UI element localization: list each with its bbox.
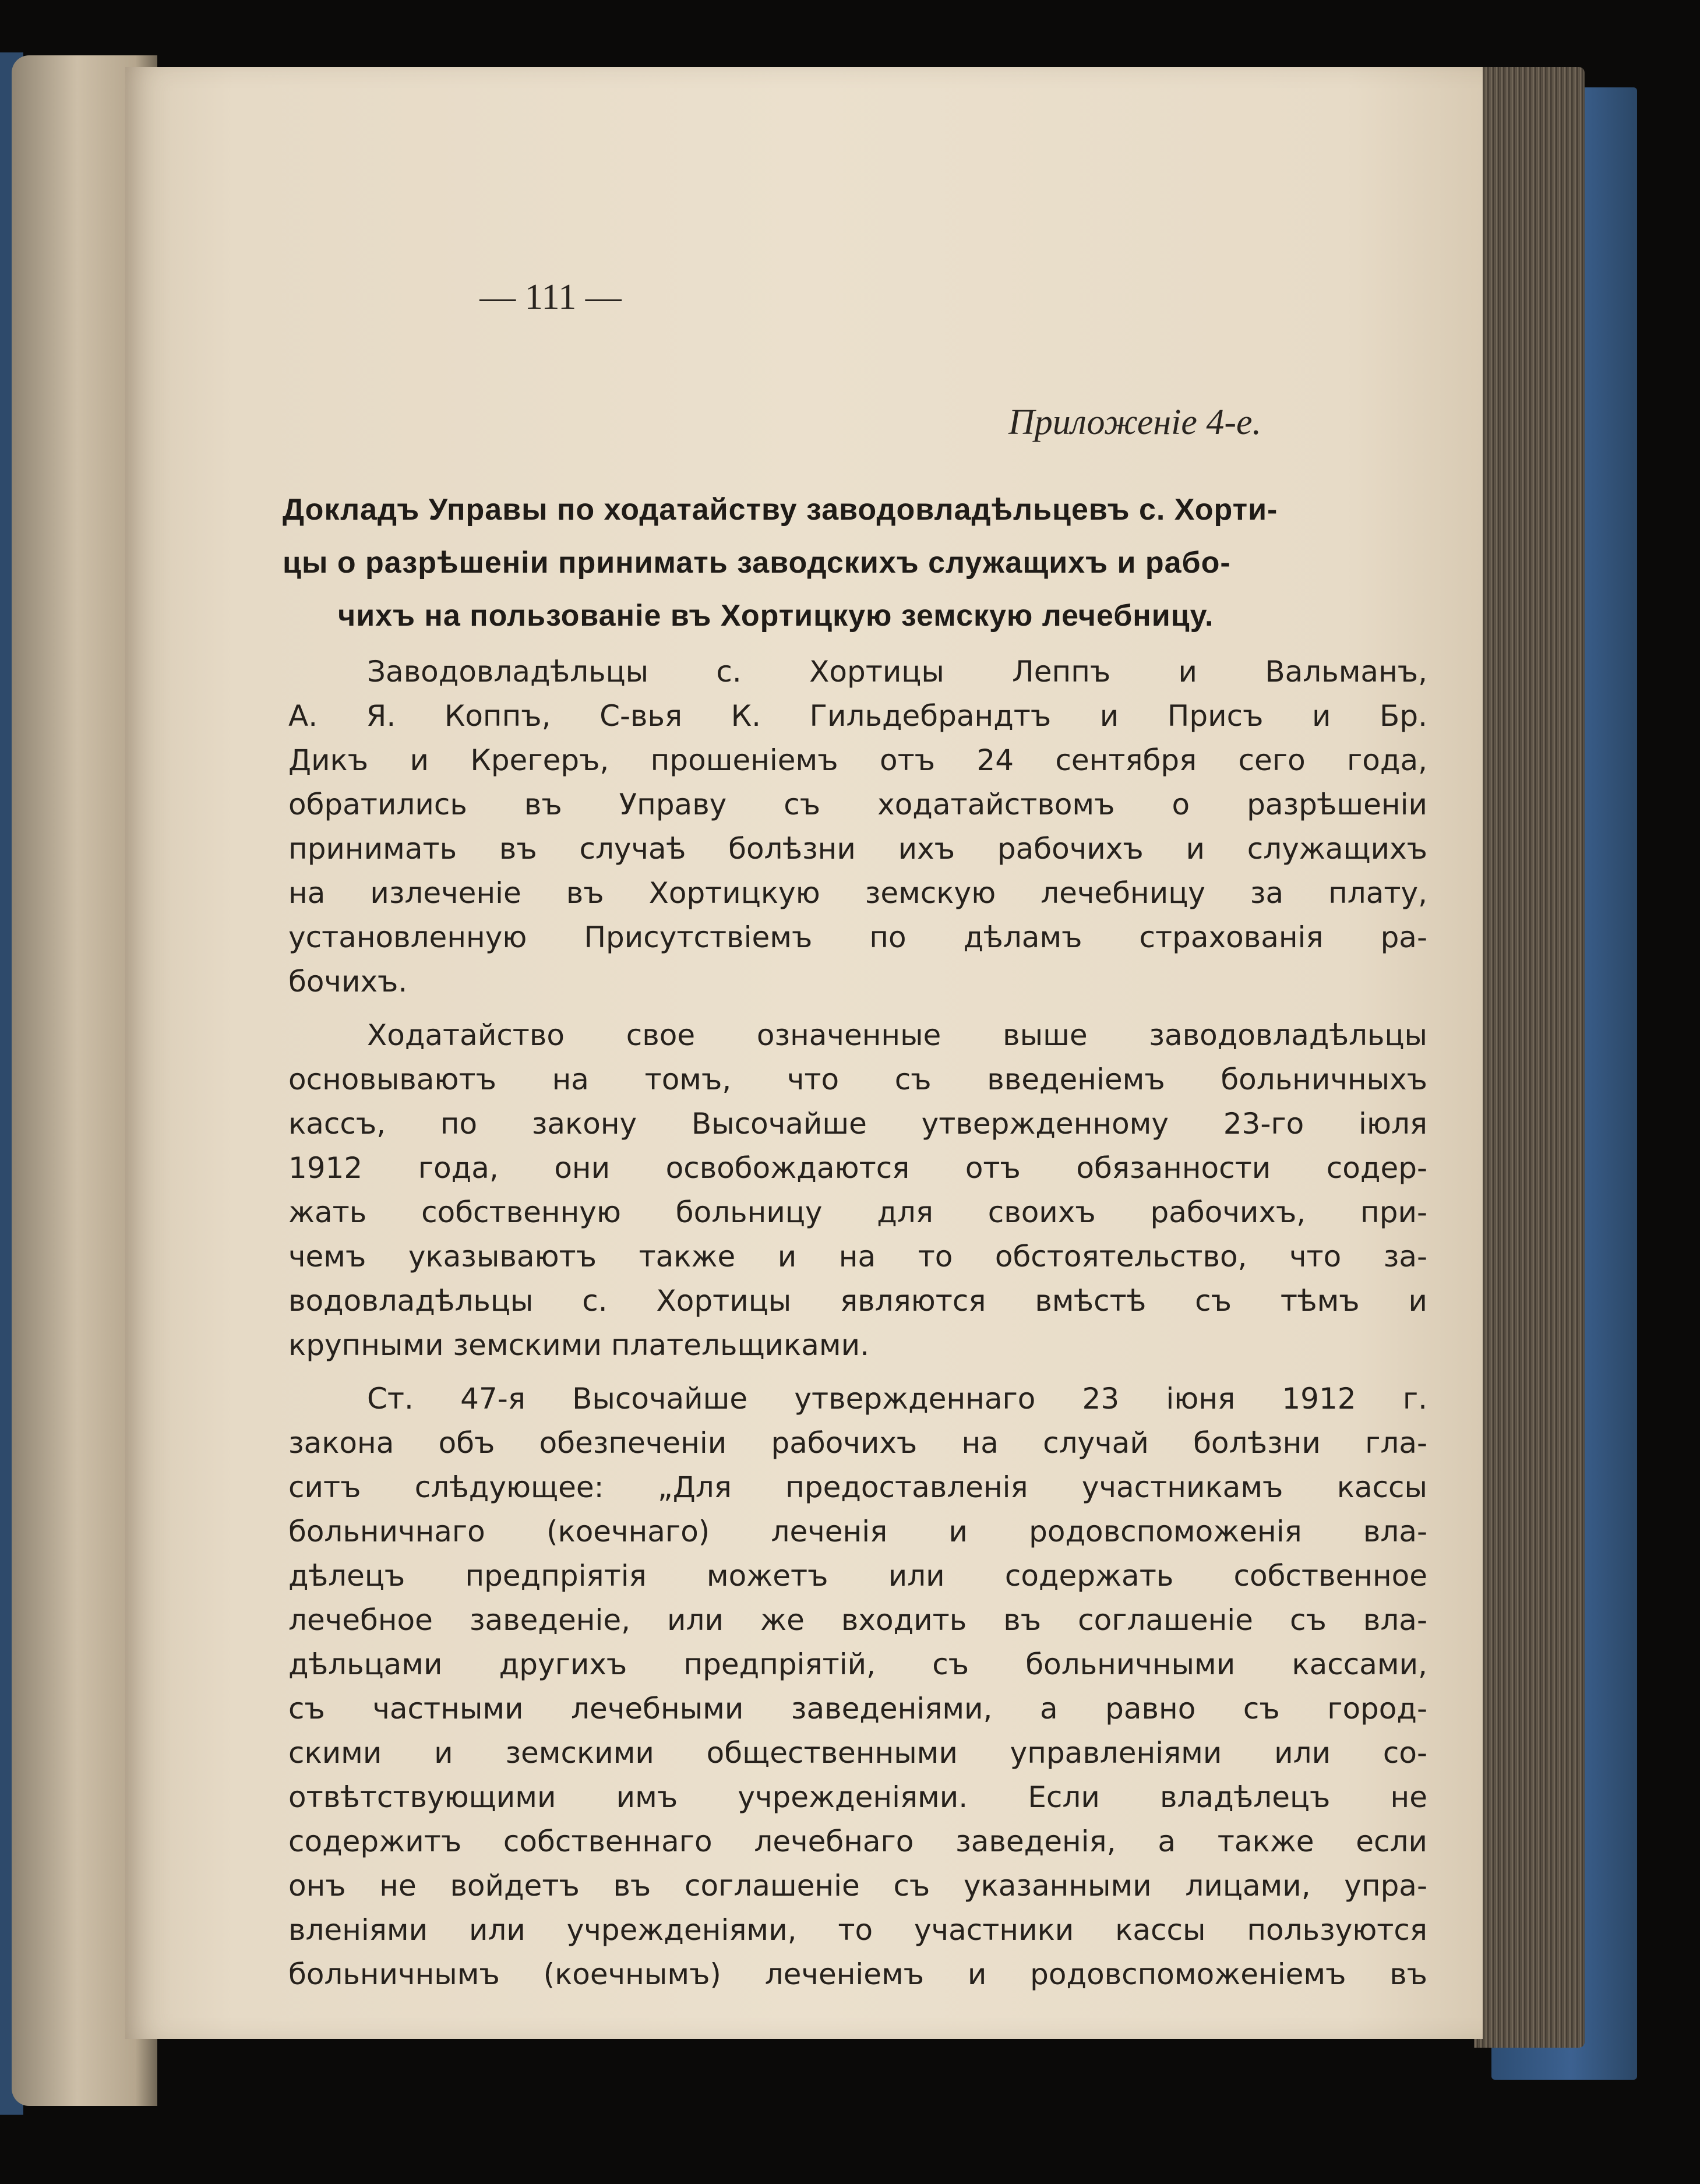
text-line: Заводовладѣльцы с. Хортицы Леппъ и Вальманъ, xyxy=(367,655,1427,689)
title-line: Докладъ Управы по ходатайству заводовладѣльцевъ с. Хорти- xyxy=(283,493,1278,527)
text-line: кассъ, по закону Высочайше утвержденному 23-го іюля xyxy=(288,1107,1427,1141)
text-line: закона объ обезпеченіи рабочихъ на случай болѣзни гла- xyxy=(288,1426,1427,1460)
page-number: — 111 — xyxy=(479,277,622,317)
text-line: установленную Присутствіемъ по дѣламъ страхованія ра- xyxy=(288,920,1427,954)
paragraph xyxy=(288,650,1427,1004)
text-line: больничнымъ (коечнымъ) леченіемъ и родовспоможеніемъ въ xyxy=(288,1957,1427,1991)
text-line: онъ не войдетъ въ соглашеніе съ указанными лицами, упра- xyxy=(288,1869,1427,1903)
text-line: больничнаго (коечнаго) леченія и родовспоможенія вла- xyxy=(288,1515,1427,1548)
paragraph xyxy=(288,1377,1427,1996)
text-line: основываютъ на томъ, что съ введеніемъ больничныхъ xyxy=(288,1063,1427,1096)
text-line: содержитъ собственнаго лечебнаго заведенія, а также если xyxy=(288,1825,1427,1858)
text-line: скими и земскими общественными управленіями или со- xyxy=(288,1736,1427,1770)
text-line: А. Я. Коппъ, С-вья К. Гильдебрандтъ и Присъ и Бр. xyxy=(288,699,1427,733)
report-title xyxy=(283,484,1433,643)
paragraph xyxy=(288,1013,1427,1367)
appendix-label: Приложеніе 4-е. xyxy=(1008,403,1261,442)
text-line: жать собственную больницу для своихъ рабочихъ, при- xyxy=(288,1195,1427,1229)
text-line: Дикъ и Крегеръ, прошеніемъ отъ 24 сентября сего года, xyxy=(288,743,1427,777)
text-line: Ст. 47-я Высочайше утвержденнаго 23 іюня 1912 г. xyxy=(367,1382,1427,1416)
text-line: водовладѣльцы с. Хортицы являются вмѣстѣ съ тѣмъ и xyxy=(288,1284,1427,1318)
document-page xyxy=(125,67,1483,2039)
text-line: принимать въ случаѣ болѣзни ихъ рабочихъ и служащихъ xyxy=(288,832,1427,866)
text-line: чемъ указываютъ также и на то обстоятельство, что за- xyxy=(288,1240,1427,1273)
text-line: обратились въ Управу съ ходатайствомъ о разрѣшеніи xyxy=(288,788,1427,821)
text-line: бочихъ. xyxy=(288,965,408,998)
text-line: ситъ слѣдующее: „Для предоставленія участникамъ кассы xyxy=(288,1470,1427,1504)
text-line: на излеченіе въ Хортицкую земскую лечебницу за плату, xyxy=(288,876,1427,910)
title-line: цы о разрѣшеніи принимать заводскихъ служащихъ и рабо- xyxy=(283,546,1231,580)
text-line: дѣлецъ предпріятія можетъ или содержать собственное xyxy=(288,1559,1427,1593)
text-line: лечебное заведеніе, или же входить въ соглашеніе съ вла- xyxy=(288,1603,1427,1637)
body-text xyxy=(288,650,1427,2006)
page-edges xyxy=(1474,67,1585,2048)
text-line: отвѣтствующими имъ учрежденіями. Если владѣлецъ не xyxy=(288,1780,1427,1814)
text-line: съ частными лечебными заведеніями, а равно съ город- xyxy=(288,1692,1427,1726)
text-line: крупными земскими плательщиками. xyxy=(288,1328,869,1362)
title-line: чихъ на пользованіе въ Хортицкую земскую лечебницу. xyxy=(338,599,1214,633)
text-line: 1912 года, они освобождаются отъ обязанности содер- xyxy=(288,1151,1427,1185)
text-line: дѣльцами другихъ предпріятій, съ больничными кассами, xyxy=(288,1647,1427,1681)
text-line: Ходатайство свое означенные выше заводовладѣльцы xyxy=(367,1018,1427,1052)
text-line: вленіями или учрежденіями, то участники кассы пользуются xyxy=(288,1913,1427,1947)
